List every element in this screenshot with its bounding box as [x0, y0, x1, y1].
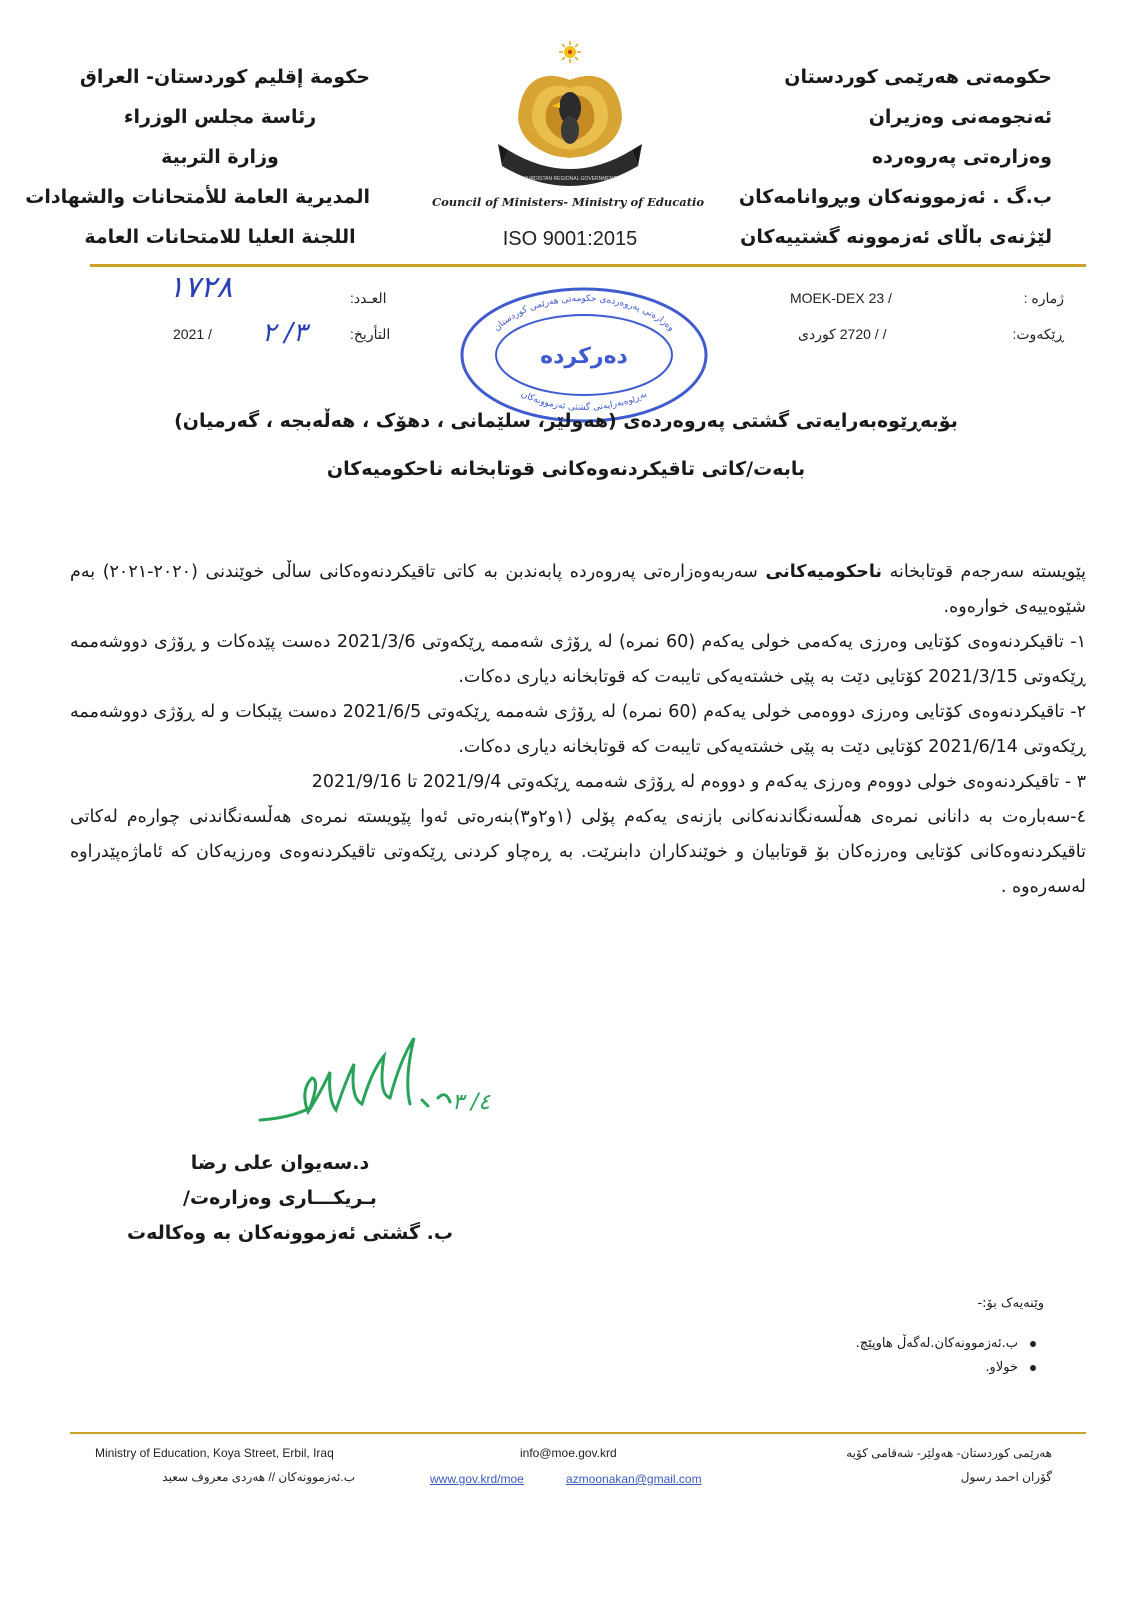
- subject-line: بابەت/کاتی تاقیکردنەوەکانی قوتابخانە ناحکومیەکان: [326, 458, 806, 480]
- header-ku-line5: لێژنەی باڵای ئەزموونە گشتییەکان: [740, 226, 1052, 248]
- body-item-4: ٤-سەبارەت بە دانانی نمرەی هەڵسەنگاندنەکانی بازنەی یەکەم پۆلی (١و٢و٣)بنەرەتی ئەوا پێویستە نمرەی هەڵسەنگاندنی چوارەم لەکاتی تاقیکردنەوەکانی کۆتایی وەرزەکان بۆ قوتابیان و خوێندکاران دابنرێت. بە ڕەچاو کردنی ڕێکەوتی تاقیکردنەوەی وەرزیەکان کە ئاماژەپێدراوە لەسەرەوە .: [70, 807, 1086, 897]
- date-label-ku: ڕێکەوت:: [1012, 326, 1064, 342]
- footer-address-en: Ministry of Education, Koya Street, Erbil, Iraq: [95, 1446, 334, 1460]
- footer-divider: [70, 1432, 1086, 1434]
- footer-gmail-link[interactable]: azmoonakan@gmail.com: [566, 1472, 702, 1486]
- header-kurdish: [739, 64, 1052, 264]
- number-value: MOEK-DEX 23 /: [790, 290, 892, 306]
- body-item-3: ٣ - تاقیکردنەوەی خولی دووەم وەرزی یەکەم و دووەم لە ڕۆژی شەممە ڕێکەوتی 2021/9/4 تا 2021/9/16: [311, 772, 1086, 792]
- body-intro-a: پێویستە سەرجەم قوتابخانە: [881, 562, 1087, 582]
- bullet-icon: [1030, 1341, 1036, 1347]
- signatory-title: بـریکـــاری وەزارەت/: [183, 1187, 377, 1209]
- letter-body: [70, 555, 1086, 905]
- cc-item: [856, 1336, 1036, 1351]
- body-item-1: ١- تاقیکردنەوەی کۆتایی وەرزی یەکەمی خولی یەکەم (60 نمرە) لە ڕۆژی شەممە ڕێکەوتی 2021/3/6 دەست پێدەکات و ڕۆژی دووشەممە ڕێکەوتی 2021/3/15 کۆتایی دێت بە پێی خشتەیەکی تایبەت کە قوتابخانە دیاری دەکات.: [70, 632, 1086, 687]
- header-ku-line1: حکومەتی هەرێمی کوردستان: [784, 66, 1052, 88]
- footer-address-ku: هەرێمی کوردستان- هەولێر- شەقامی کۆیە: [846, 1446, 1052, 1460]
- stamp-ring-text: وەزارەتی پەروەردەی حکومەتی هەرێمی کوردستان: [492, 293, 676, 334]
- header-ku-line3: وەزارەتی پەروەردە: [871, 146, 1052, 168]
- footer-typist: گۆران احمد رسول: [960, 1470, 1052, 1484]
- number-label-ku: ژمارە :: [1023, 290, 1064, 306]
- footer-prepared-by: ب.ئەزموونەکان // هەردی معروف سعید: [162, 1470, 355, 1484]
- stamp-center-text: دەرکردە: [540, 344, 628, 369]
- body-intro-b: سەربەوەزارەتی پەروەردە پابەندبن بە کاتی تاقیکردنەوەکانی ساڵی خوێندنی (٢٠٢٠-٢٠٢١) بەم شێوەییەی خوارەوە.: [70, 562, 1086, 617]
- header-ar-line5: اللجنة العليا للامتحانات العامة: [84, 226, 356, 248]
- header-divider: [90, 264, 1086, 267]
- cc-heading: وێنەیەک بۆ:-: [977, 1296, 1044, 1311]
- stamp-bottom-text: بەڕێوەبەرایەتی گشتی ئەزموونەکان: [519, 389, 649, 413]
- bullet-icon: [1030, 1365, 1036, 1371]
- body-intro: [70, 555, 1086, 625]
- header-ar-line3: وزارة التربية: [161, 146, 279, 168]
- header-arabic: [25, 64, 370, 264]
- date-value-ku: / / 2720 کوردی: [798, 326, 887, 342]
- header-ku-line2: ئەنجومەنی وەزیران: [868, 106, 1052, 128]
- signatory-department: ب. گشتی ئەزموونەکان بە وەکالەت: [127, 1222, 453, 1244]
- number-label-ar: العـدد:: [350, 290, 387, 306]
- handwritten-number: ١٧٢٨: [168, 270, 233, 305]
- cc-item: [985, 1360, 1036, 1375]
- footer-email: info@moe.gov.krd: [520, 1446, 617, 1460]
- header-ar-line1: حكومة إقليم كوردستان- العراق: [79, 66, 370, 88]
- recipient-line: بۆبەڕێوەبەرایەتی گشتی پەروەردەی (هەولێر، سلێمانی ، دهۆک ، هەڵەبجە ، گەرمیان): [174, 410, 958, 432]
- emblem-ribbon-text: KURDISTAN REGIONAL GOVERNMENT: [523, 176, 617, 182]
- kurdistan-emblem-icon: [480, 38, 660, 208]
- cc-item-text: ب.ئەزموونەکان.لەگەڵ هاوپێچ.: [855, 1336, 1018, 1351]
- body-item-2: ٢- تاقیکردنەوەی کۆتایی وەرزی دووەمی خولی یەکەم (60 نمرە) لە ڕۆژی شەممە ڕێکەوتی 2021/6/5 دەست پێبکات و لە ڕۆژی دووشەممە ڕێکەوتی 2021/6/14 کۆتایی دێت بە پێی خشتەیەکی تایبەت کە قوتابخانە دیاری دەکات.: [70, 702, 1087, 757]
- iso-certification: ISO 9001:2015: [502, 228, 638, 250]
- date-value-ar: 2021 /: [173, 326, 212, 342]
- handwritten-date: ٣/ ٢: [262, 318, 307, 348]
- official-stamp-icon: [456, 283, 712, 423]
- cc-item-text: خولاو.: [985, 1360, 1018, 1375]
- date-label-ar: التأريخ:: [350, 326, 391, 342]
- body-intro-bold: ناحکومیەکانی: [765, 562, 882, 582]
- header-ku-line4: ب.گ . ئەزموونەکان وبڕوانامەکان: [738, 186, 1052, 208]
- signature-handwritten-date: ٤/ ٣: [452, 1090, 491, 1115]
- council-ministry-caption: Council of Ministers- Ministry of Educatio: [431, 195, 705, 209]
- header-ar-line4: المديرية العامة للأمتحانات والشهادات: [25, 186, 370, 208]
- signatory-name: د.سەیوان علی رضا: [190, 1152, 370, 1174]
- header-ar-line2: رئاسة مجلس الوزراء: [123, 106, 317, 128]
- footer-website-link[interactable]: www.gov.krd/moe: [430, 1472, 524, 1486]
